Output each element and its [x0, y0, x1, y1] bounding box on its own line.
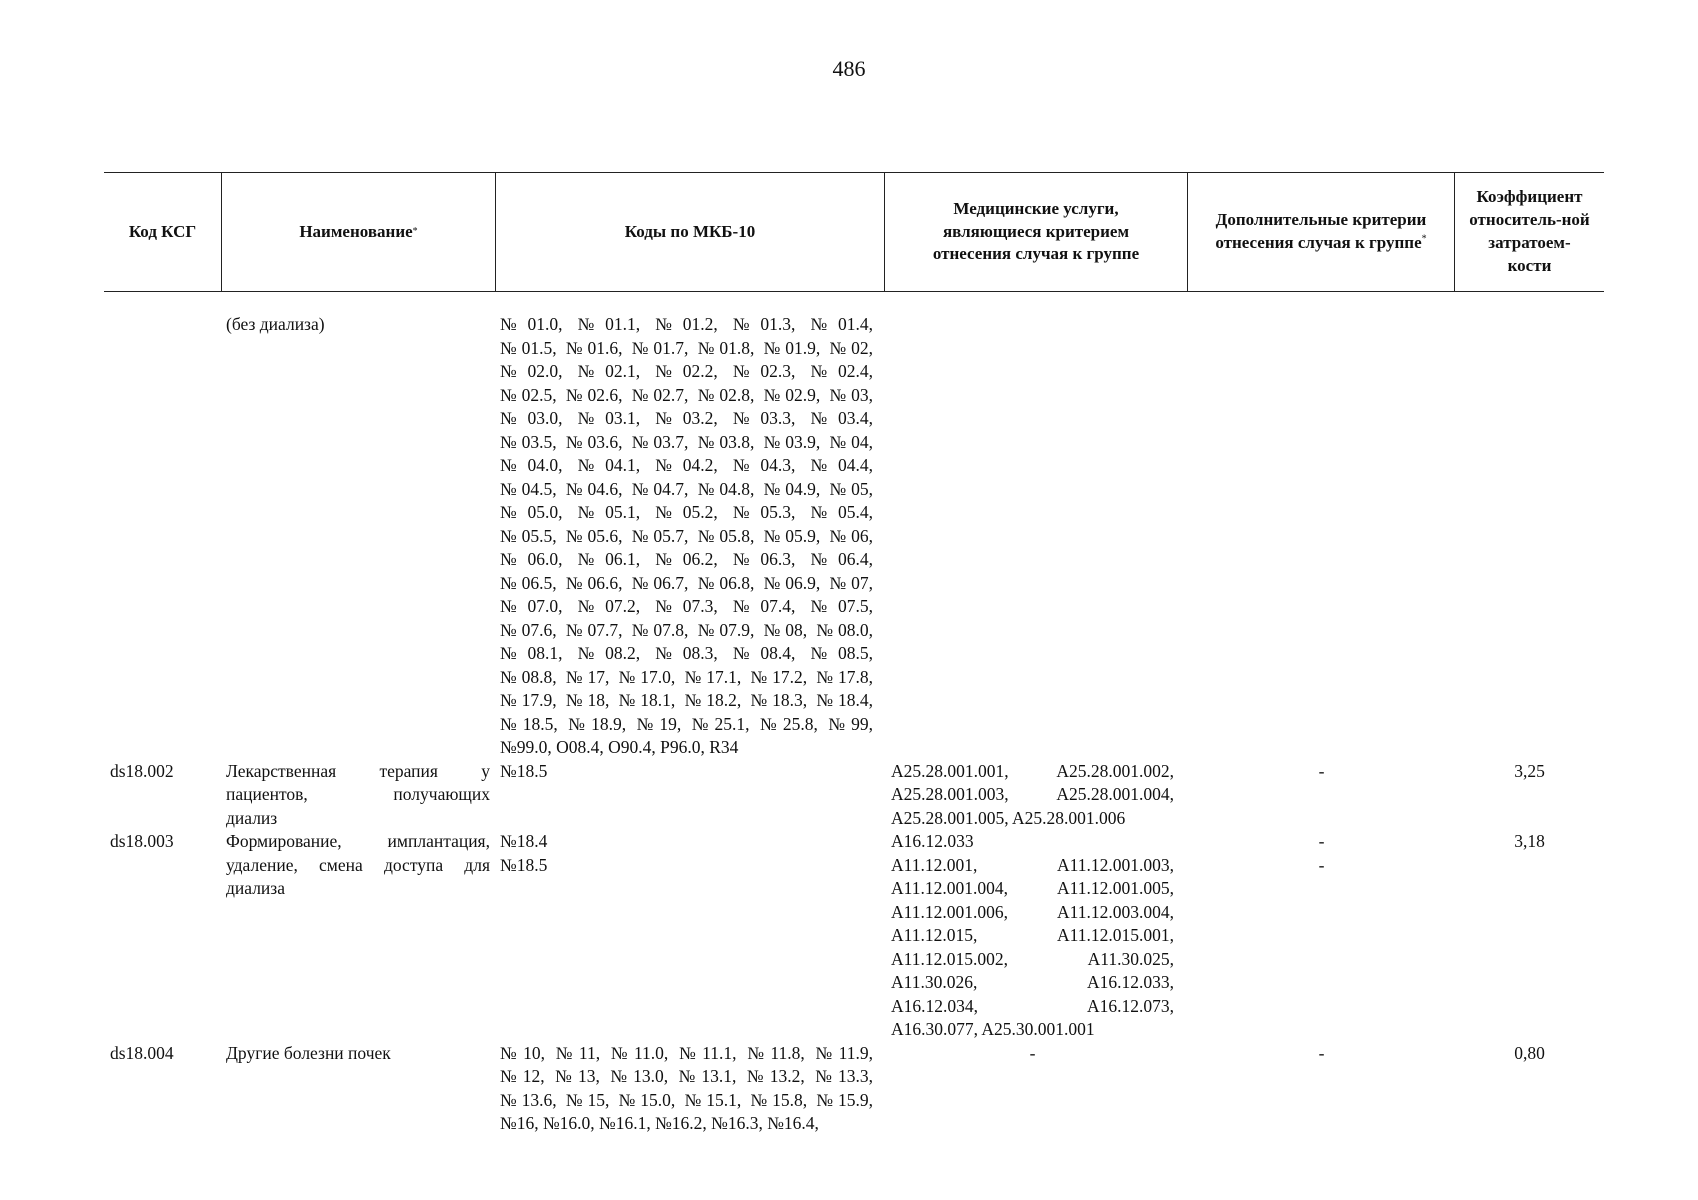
cell-line: №05.5, №05.6, №05.7, №05.8, №05.9, №06,	[500, 525, 873, 546]
cell-line: №01.0, №01.1, №01.2, №01.3, №01.4,	[500, 314, 873, 334]
cell-line: (без диализа)	[226, 314, 325, 334]
table-row	[104, 760, 1604, 831]
cell-services	[885, 830, 1188, 1042]
cell-line: №18.5, №18.9, №19, №25.1, №25.8, №99,	[500, 713, 873, 734]
cell-line: №18.5	[500, 854, 548, 875]
cell-code: ds18.003	[110, 831, 174, 851]
cell-line: №04.0, №04.1, №04.2, №04.3, №04.4,	[500, 455, 873, 475]
cell-line: A11.12.001.006, A11.12.003.004,	[891, 901, 1174, 922]
cell-coef	[1455, 313, 1604, 760]
header-extra	[1188, 173, 1455, 291]
cell-line: A16.12.034, A16.12.073,	[891, 995, 1174, 1016]
cell-services	[885, 313, 1188, 760]
cell-line: A25.28.001.003, A25.28.001.004,	[891, 784, 1174, 804]
header-extra-label: Дополнительные критерии отнесения случая к группе	[1215, 210, 1427, 252]
header-services-label: Медицинские услуги, являющиеся критерием отнесения случая к группе	[932, 198, 1140, 264]
cell-line: диализ	[226, 807, 278, 828]
cell-coef: 3,18	[1514, 831, 1545, 851]
table-header	[104, 172, 1604, 292]
cell-line: A11.12.015.002, A11.30.025,	[891, 948, 1174, 969]
cell-line: A16.30.077, A25.30.001.001	[891, 1019, 1095, 1039]
cell-line: -	[1318, 831, 1325, 851]
cell-icd	[496, 1042, 885, 1136]
header-name	[222, 173, 496, 291]
header-name-label: Наименование	[299, 221, 413, 241]
cell-line: -	[1318, 1042, 1325, 1063]
cell-extra	[1188, 830, 1455, 1042]
cell-name	[222, 830, 496, 1042]
cell-line: №02.0, №02.1, №02.2, №02.3, №02.4,	[500, 361, 873, 381]
header-extra-footnote-mark: *	[1421, 233, 1427, 245]
header-icd-label: Коды по МКБ-10	[624, 221, 756, 241]
cell-line: №99.0, O08.4, O90.4, P96.0, R34	[500, 737, 739, 757]
cell-line: A11.12.001.004, A11.12.001.005,	[891, 878, 1174, 898]
cell-extra	[1188, 1042, 1455, 1136]
header-icd	[496, 173, 885, 291]
cell-line: A11.12.015, A11.12.015.001,	[891, 925, 1174, 945]
cell-line: №18.5	[500, 760, 548, 781]
header-name-footnote-mark: *	[412, 226, 418, 238]
cell-extra	[1188, 313, 1455, 760]
cell-name	[222, 1042, 496, 1136]
cell-line: A11.12.001, A11.12.001.003,	[891, 854, 1174, 875]
cell-code: ds18.004	[110, 1042, 174, 1063]
cell-line: A25.28.001.001, A25.28.001.002,	[891, 760, 1174, 781]
cell-icd	[496, 830, 885, 1042]
cell-line: -	[1029, 1042, 1036, 1063]
cell-line: диализа	[226, 878, 285, 898]
header-services	[885, 173, 1188, 291]
cell-line: №05.0, №05.1, №05.2, №05.3, №05.4,	[500, 502, 873, 522]
cell-line: №18.4	[500, 831, 548, 851]
cell-line: №01.5, №01.6, №01.7, №01.8, №01.9, №02,	[500, 337, 873, 358]
cell-line: №03.0, №03.1, №03.2, №03.3, №03.4,	[500, 408, 873, 428]
header-code	[104, 173, 222, 291]
cell-line: №12, №13, №13.0, №13.1, №13.2, №13.3,	[500, 1066, 873, 1086]
cell-code	[104, 313, 222, 760]
page-number: 486	[832, 56, 866, 81]
cell-line: №07.6, №07.7, №07.8, №07.9, №08, №08.0,	[500, 619, 873, 640]
cell-line: Другие болезни почек	[226, 1042, 391, 1063]
table-row	[104, 313, 1604, 760]
cell-line: A16.12.033	[891, 831, 974, 851]
cell-line: пациентов, получающих	[226, 784, 490, 804]
cell-icd	[496, 760, 885, 831]
cell-name	[222, 760, 496, 831]
cell-line: A11.30.026, A16.12.033,	[891, 972, 1174, 992]
cell-coef: 3,25	[1514, 760, 1545, 781]
cell-line: Лекарственная терапия у	[226, 760, 490, 781]
cell-name	[222, 313, 496, 760]
cell-icd	[496, 313, 885, 760]
cell-line: -	[1318, 760, 1325, 781]
cell-line: №04.5, №04.6, №04.7, №04.8, №04.9, №05,	[500, 478, 873, 499]
cell-line: №06.0, №06.1, №06.2, №06.3, №06.4,	[500, 549, 873, 569]
cell-line: Формирование, имплантация,	[226, 831, 490, 851]
cell-line: A25.28.001.005, A25.28.001.006	[891, 807, 1126, 828]
header-extra-wrap	[1196, 209, 1446, 255]
cell-line: №02.5, №02.6, №02.7, №02.8, №02.9, №03,	[500, 384, 873, 405]
cell-code: ds18.002	[110, 760, 174, 781]
cell-coef: 0,80	[1514, 1042, 1545, 1063]
cell-line: №08.8, №17, №17.0, №17.1, №17.2, №17.8,	[500, 666, 873, 687]
cell-line: №07.0, №07.2, №07.3, №07.4, №07.5,	[500, 596, 873, 616]
cell-line: удаление, смена доступа для	[226, 854, 490, 875]
cell-services	[885, 760, 1188, 831]
cell-line: №10, №11, №11.0, №11.1, №11.8, №11.9,	[500, 1042, 873, 1063]
table-row	[104, 1042, 1604, 1136]
header-code-label: Код КСГ	[128, 221, 197, 241]
cell-extra	[1188, 760, 1455, 831]
cell-line: №08.1, №08.2, №08.3, №08.4, №08.5,	[500, 643, 873, 663]
cell-line: -	[1318, 854, 1325, 875]
cell-line: №16, №16.0, №16.1, №16.2, №16.3, №16.4,	[500, 1113, 819, 1133]
header-coef-label: Коэффициент относитель-ной затратоем-кости	[1469, 187, 1590, 275]
cell-services	[885, 1042, 1188, 1136]
cell-line: №17.9, №18, №18.1, №18.2, №18.3, №18.4,	[500, 690, 873, 710]
cell-line: №13.6, №15, №15.0, №15.1, №15.8, №15.9,	[500, 1089, 873, 1110]
cell-line: №03.5, №03.6, №03.7, №03.8, №03.9, №04,	[500, 431, 873, 452]
table-row	[104, 830, 1604, 1042]
table-body	[104, 313, 1604, 1136]
cell-line: №06.5, №06.6, №06.7, №06.8, №06.9, №07,	[500, 572, 873, 593]
header-coef	[1455, 173, 1604, 291]
